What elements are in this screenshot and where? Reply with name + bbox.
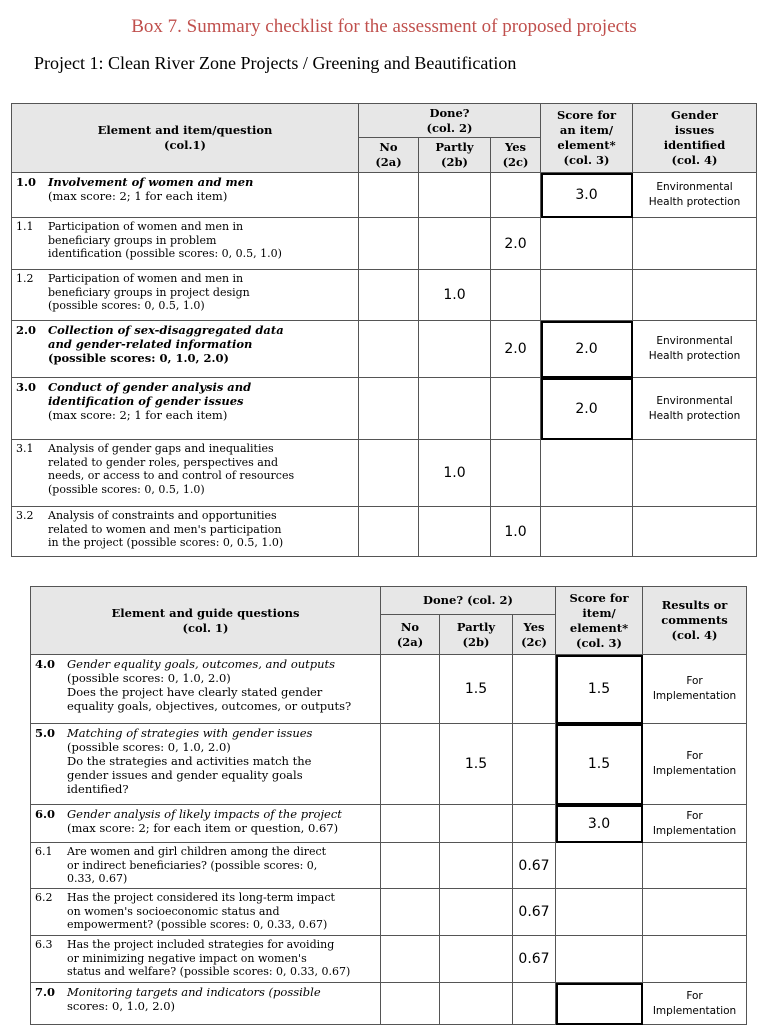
item-text [48, 323, 348, 365]
no-header: No (2a) [381, 615, 440, 655]
item-text-line: Analysis of constraints and opportunities [48, 509, 277, 522]
score-header: Score for an item/ element* (col. 3) [541, 104, 633, 173]
item-text-line: (max score: 2; for each item or question, 0.67) [67, 821, 339, 835]
item-text-line: and gender-related information [48, 337, 253, 351]
question-cell [12, 173, 359, 218]
item-text-line: Involvement of women and men [48, 175, 254, 189]
box-title: Box 7. Summary checklist for the assessment of proposed projects [131, 16, 637, 37]
table-row [31, 983, 747, 1025]
no-cell [381, 983, 440, 1025]
question-cell [31, 889, 381, 936]
comment-line: For [686, 809, 703, 822]
item-text-line: Gender equality goals, outcomes, and outputs [67, 657, 336, 671]
results-cell [643, 655, 747, 724]
done-header: Done? (col. 2) [381, 587, 556, 615]
results-cell [643, 843, 747, 889]
no-cell [381, 936, 440, 983]
item-number: 6.2 [35, 891, 53, 904]
item-number: 1.0 [16, 175, 37, 189]
comment-line: Health protection [648, 409, 741, 422]
question-cell [31, 805, 381, 843]
item-text-line: (possible scores: 0, 0.5, 1.0) [48, 299, 205, 312]
comment-line: For [686, 675, 703, 687]
item-text-line: related to women and men's participation [48, 522, 282, 536]
question-cell [31, 936, 381, 983]
item-text-line: or minimizing negative impact on women's [67, 951, 307, 965]
yes-cell [491, 440, 541, 507]
item-number: 3.1 [16, 442, 34, 455]
no-header: No (2a) [359, 138, 419, 173]
partly-header: Partly (2b) [419, 138, 491, 173]
partly-header: Partly (2b) [440, 615, 513, 655]
question-cell [12, 440, 359, 507]
yes-cell [491, 173, 541, 218]
comment-line: For [686, 750, 703, 762]
item-text-line: Has the project included strategies for avoiding [67, 938, 335, 951]
no-cell [359, 270, 419, 321]
score-cell [541, 507, 633, 557]
item-text [67, 938, 367, 979]
item-text-line: or indirect beneficiaries? (possible scores: 0, [67, 858, 318, 872]
item-number: 1.1 [16, 220, 34, 233]
comment-line: Implementation [652, 765, 737, 777]
yes-cell [513, 724, 556, 805]
item-text-line: Does the project have clearly stated gender [67, 685, 323, 699]
score-cell [541, 270, 633, 321]
item-text-line: identification of gender issues [48, 394, 244, 408]
table-row [12, 321, 757, 378]
table-row [12, 173, 757, 218]
no-cell [381, 843, 440, 889]
project-title: Project 1: Clean River Zone Projects / Greening and Beautification [34, 53, 517, 73]
question-cell [12, 507, 359, 557]
question-cell [31, 655, 381, 724]
comment-line: Implementation [652, 690, 737, 702]
yes-header: Yes (2c) [491, 138, 541, 173]
score-cell: 3.0 [541, 173, 633, 218]
table-row [12, 218, 757, 270]
comment-line: Environmental [656, 181, 733, 193]
item-text-line: Monitoring targets and indicators (possible [67, 985, 321, 999]
score-cell: 2.0 [541, 378, 633, 440]
table-row [12, 440, 757, 507]
gender-issues-cell [633, 321, 757, 378]
item-text-line: beneficiary groups in project design [48, 285, 250, 299]
comment-line: Health protection [648, 350, 741, 362]
item-text-line: equality goals, objectives, outcomes, or outputs? [67, 699, 352, 713]
item-text-line: (possible scores: 0, 1.0, 2.0) [48, 351, 229, 365]
item-text-line: Participation of women and men in [48, 272, 244, 285]
gender-header: Gender issues identified (col. 4) [633, 104, 757, 173]
yes-cell [513, 805, 556, 843]
partly-cell [419, 507, 491, 557]
item-text-line: status and welfare? (possible scores: 0, 0.33, 0.67) [67, 965, 351, 978]
no-cell [381, 889, 440, 936]
item-text-line: Are women and girl children among the direct [67, 845, 327, 858]
score-cell [541, 440, 633, 507]
item-text-line: identified? [67, 782, 129, 796]
question-cell [31, 724, 381, 805]
partly-cell [419, 218, 491, 270]
score-cell: 3.0 [556, 805, 643, 843]
element-header: Element and item/question (col.1) [12, 104, 359, 173]
done-header: Done? (col. 2) [359, 104, 541, 138]
question-cell [12, 270, 359, 321]
item-text [48, 442, 348, 496]
item-text-line: Do the strategies and activities match the [67, 754, 312, 768]
comment-line: Environmental [656, 335, 733, 347]
item-text-line: beneficiary groups in problem [48, 233, 217, 247]
item-number: 2.0 [16, 323, 37, 337]
results-cell [643, 805, 747, 843]
results-header: Results or comments (col. 4) [643, 587, 747, 655]
item-text-line: Has the project considered its long-term impact [67, 891, 335, 904]
item-text-line: gender issues and gender equality goals [67, 768, 303, 782]
no-cell [381, 655, 440, 724]
score-cell [556, 936, 643, 983]
item-text-line: (max score: 2; 1 for each item) [48, 189, 228, 203]
table-row [31, 724, 747, 805]
element-header: Element and guide questions (col. 1) [31, 587, 381, 655]
item-text-line: Collection of sex-disaggregated data [48, 323, 284, 337]
item-text-line: 0.33, 0.67) [67, 872, 128, 885]
item-number: 6.1 [35, 845, 53, 858]
gender-issues-cell [633, 507, 757, 557]
item-number: 6.0 [35, 807, 56, 821]
item-number: 3.0 [16, 380, 37, 394]
item-text-line: in the project (possible scores: 0, 0.5, 1.0) [48, 536, 284, 549]
score-cell: 1.5 [556, 655, 643, 724]
partly-cell [419, 321, 491, 378]
comment-line: Health protection [648, 196, 741, 208]
item-text [48, 380, 348, 422]
score-cell [541, 218, 633, 270]
yes-cell: 0.67 [513, 889, 556, 936]
no-cell [359, 173, 419, 218]
item-text [67, 726, 367, 796]
partly-cell [440, 936, 513, 983]
results-cell [643, 889, 747, 936]
item-text-line: Participation of women and men in [48, 220, 244, 233]
item-text [48, 175, 348, 203]
item-text-line: Matching of strategies with gender issues [67, 726, 313, 740]
question-cell [31, 843, 381, 889]
item-text-line: needs, or access to and control of resources [48, 469, 295, 482]
table-row [31, 889, 747, 936]
table-row [31, 936, 747, 983]
item-text-line: Gender analysis of likely impacts of the project [67, 807, 342, 821]
item-text-line: related to gender roles, perspectives and [48, 455, 278, 469]
question-cell [12, 378, 359, 440]
table-row [31, 843, 747, 889]
no-cell [381, 805, 440, 843]
results-cell [643, 936, 747, 983]
comment-line: Implementation [652, 824, 737, 837]
no-cell [359, 321, 419, 378]
item-text-line: Conduct of gender analysis and [48, 380, 252, 394]
checklist-table-2 [30, 586, 747, 1025]
question-cell [12, 321, 359, 378]
gender-issues-cell [633, 270, 757, 321]
item-number: 7.0 [35, 985, 56, 999]
partly-cell: 1.0 [419, 270, 491, 321]
partly-cell: 1.5 [440, 655, 513, 724]
item-number: 1.2 [16, 272, 34, 285]
item-text-line: on women's socioeconomic status and [67, 904, 280, 918]
comment-line: Implementation [652, 1004, 737, 1017]
table-row [12, 507, 757, 557]
partly-cell [440, 983, 513, 1025]
question-cell [31, 983, 381, 1025]
item-text [67, 845, 367, 886]
yes-cell: 1.0 [491, 507, 541, 557]
score-cell: 1.5 [556, 724, 643, 805]
item-text [67, 657, 367, 713]
question-cell [12, 218, 359, 270]
score-header: Score for item/ element* (col. 3) [556, 587, 643, 655]
item-text [67, 985, 367, 1013]
no-cell [359, 378, 419, 440]
yes-cell [491, 378, 541, 440]
partly-cell: 1.0 [419, 440, 491, 507]
yes-cell [513, 983, 556, 1025]
score-cell [556, 983, 643, 1025]
item-number: 4.0 [35, 657, 56, 671]
yes-cell [491, 270, 541, 321]
comment-line: For [686, 989, 703, 1002]
item-text-line: (possible scores: 0, 0.5, 1.0) [48, 482, 205, 496]
results-cell [643, 724, 747, 805]
item-text-line: (possible scores: 0, 1.0, 2.0) [67, 740, 231, 754]
item-text-line: (possible scores: 0, 1.0, 2.0) [67, 671, 231, 685]
item-text-line: (max score: 2; 1 for each item) [48, 408, 228, 422]
item-text-line: empowerment? (possible scores: 0, 0.33, 0.67) [67, 918, 328, 931]
results-cell [643, 983, 747, 1025]
table-row [31, 655, 747, 724]
item-text [48, 272, 348, 313]
partly-cell [419, 378, 491, 440]
no-cell [359, 507, 419, 557]
score-cell [556, 889, 643, 936]
table-row [31, 805, 747, 843]
gender-issues-cell [633, 378, 757, 440]
item-text [67, 891, 367, 932]
checklist-table-1 [11, 103, 757, 557]
yes-cell [513, 655, 556, 724]
comment-line: Environmental [656, 394, 733, 407]
yes-cell: 2.0 [491, 218, 541, 270]
yes-header: Yes (2c) [513, 615, 556, 655]
item-number: 3.2 [16, 509, 34, 522]
item-number: 6.3 [35, 938, 53, 951]
item-text [48, 509, 348, 550]
yes-cell: 0.67 [513, 843, 556, 889]
partly-cell [440, 843, 513, 889]
no-cell [381, 724, 440, 805]
gender-issues-cell [633, 440, 757, 507]
gender-issues-cell [633, 173, 757, 218]
score-cell [556, 843, 643, 889]
no-cell [359, 218, 419, 270]
partly-cell [440, 805, 513, 843]
item-number: 5.0 [35, 726, 56, 740]
item-text [48, 220, 348, 261]
yes-cell: 2.0 [491, 321, 541, 378]
partly-cell: 1.5 [440, 724, 513, 805]
partly-cell [440, 889, 513, 936]
item-text-line: Analysis of gender gaps and inequalities [48, 442, 274, 455]
item-text-line: scores: 0, 1.0, 2.0) [67, 999, 176, 1013]
score-cell: 2.0 [541, 321, 633, 378]
table-row [12, 378, 757, 440]
item-text [67, 807, 367, 835]
item-text-line: identification (possible scores: 0, 0.5, 1.0) [48, 247, 282, 260]
partly-cell [419, 173, 491, 218]
gender-issues-cell [633, 218, 757, 270]
no-cell [359, 440, 419, 507]
yes-cell: 0.67 [513, 936, 556, 983]
table-row [12, 270, 757, 321]
